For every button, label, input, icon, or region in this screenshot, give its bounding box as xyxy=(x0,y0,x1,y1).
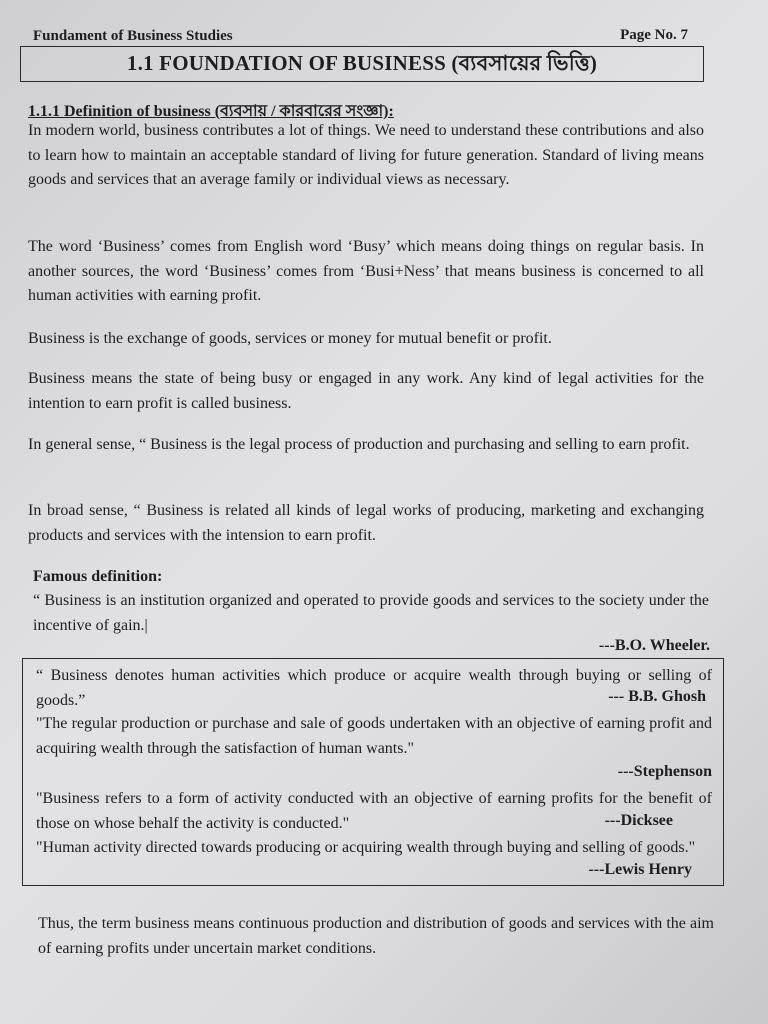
dicksee-quote: "Business refers to a form of activity conducted with an objective of earning profits for the benefit of those on whose behalf the activity is conducted." xyxy=(36,790,712,832)
ghosh-attribution: --- B.B. Ghosh xyxy=(608,688,706,705)
chapter-title-box xyxy=(20,46,704,82)
paragraph-broad-sense: In broad sense, “ Business is related all kinds of legal works of producing, marketing and exchanging products and services with the intension to earn profit. xyxy=(28,502,704,544)
paragraph-general-sense: In general sense, “ Business is the legal process of production and purchasing and selling to earn profit. xyxy=(28,436,690,453)
wheeler-attribution: ---B.O. Wheeler. xyxy=(598,637,710,654)
paragraph-intro: In modern world, business contributes a lot of things. We need to understand these contributions and also to learn how to maintain an acceptable standard of living for future generation. Standard of living means goods and services that an average family or individual views as necessary. xyxy=(28,122,704,188)
ghosh-quote: “ Business denotes human activities which produce or acquire wealth through buying or selling of goods.” xyxy=(36,667,712,709)
stephenson-quote: "The regular production or purchase and sale of goods undertaken with an objective of earning profit and acquiring wealth through the satisfaction of human wants." xyxy=(36,715,712,757)
paragraph-exchange: Business is the exchange of goods, services or money for mutual benefit or profit. xyxy=(28,330,552,347)
stephenson-attribution: ---Stephenson xyxy=(617,763,712,780)
running-header-title: Fundament of Business Studies xyxy=(33,28,233,44)
wheeler-quote: “ Business is an institution organized and operated to provide goods and services to the society under the incentive of gain.| xyxy=(33,592,709,634)
lewis-henry-attribution: ---Lewis Henry xyxy=(588,861,692,878)
lewis-henry-quote: "Human activity directed towards producing or acquiring wealth through buying and selling of goods." xyxy=(36,839,696,856)
dicksee-attribution: ---Dicksee xyxy=(604,812,673,829)
page-number: Page No. 7 xyxy=(620,27,688,43)
paragraph-word-origin: The word ‘Business’ comes from English word ‘Busy’ which means doing things on regular basis. In another sources, the word ‘Business’ comes from ‘Busi+Ness’ that means business is concerned to all human activities with earning profit. xyxy=(28,238,704,304)
famous-definition-heading: Famous definition: xyxy=(33,568,163,585)
paragraph-busy-state: Business means the state of being busy or engaged in any work. Any kind of legal activities for the intention to earn profit is called business. xyxy=(28,370,704,412)
section-heading: 1.1.1 Definition of business (ব্যবসায় / কারবারের সংজ্ঞা): xyxy=(28,103,394,120)
conclusion-paragraph: Thus, the term business means continuous production and distribution of goods and services with the aim of earning profits under uncertain market conditions. xyxy=(38,915,714,957)
chapter-title: 1.1 FOUNDATION OF BUSINESS (ব্যবসায়ের ভিত্তি) xyxy=(126,50,598,75)
